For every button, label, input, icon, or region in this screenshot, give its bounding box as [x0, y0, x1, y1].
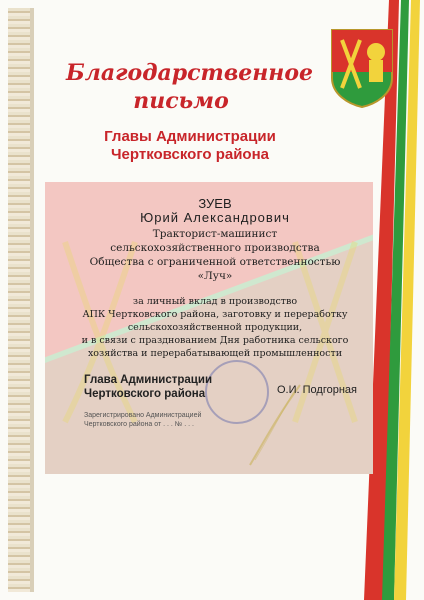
- issuer-line2: Чертковского района: [111, 146, 269, 163]
- signer-title-line1: Глава Администрации: [84, 374, 213, 386]
- issuer-line1: Главы Администрации: [104, 128, 276, 145]
- reason-line: сельскохозяйственной продукции,: [127, 322, 303, 333]
- signer-name: О.И. Подгорная: [277, 384, 357, 396]
- recipient-surname: ЗУЕВ: [198, 196, 232, 211]
- letter-title-line2: письмо: [133, 88, 229, 114]
- reason-line: и в связи с празднованием Дня работника сельского: [81, 335, 349, 346]
- position-line: «Луч»: [197, 270, 233, 282]
- registration-note-line2: Чертковского района от . . . № . . .: [84, 421, 194, 428]
- reason-line: хозяйства и перерабатывающей промышленности: [87, 348, 343, 359]
- registration-note-line1: Зарегистрировано Администрацией: [84, 412, 202, 419]
- left-ornamental-border: [8, 8, 30, 592]
- reason-line: АПК Чертковского района, заготовку и переработку: [82, 309, 348, 320]
- recipient-name: Юрий Александрович: [140, 210, 290, 225]
- position-line: Общества с ограниченной ответственностью: [89, 256, 341, 268]
- left-border-line: [30, 8, 34, 592]
- position-line: Тракторист-машинист: [152, 228, 278, 240]
- coat-of-arms-icon: [330, 28, 394, 108]
- signer-title-line2: Чертковского района: [84, 388, 206, 400]
- position-line: сельскохозяйственного производства: [110, 242, 320, 254]
- letter-title-line1: Благодарственное: [66, 60, 314, 86]
- reason-line: за личный вклад в производство: [132, 296, 298, 307]
